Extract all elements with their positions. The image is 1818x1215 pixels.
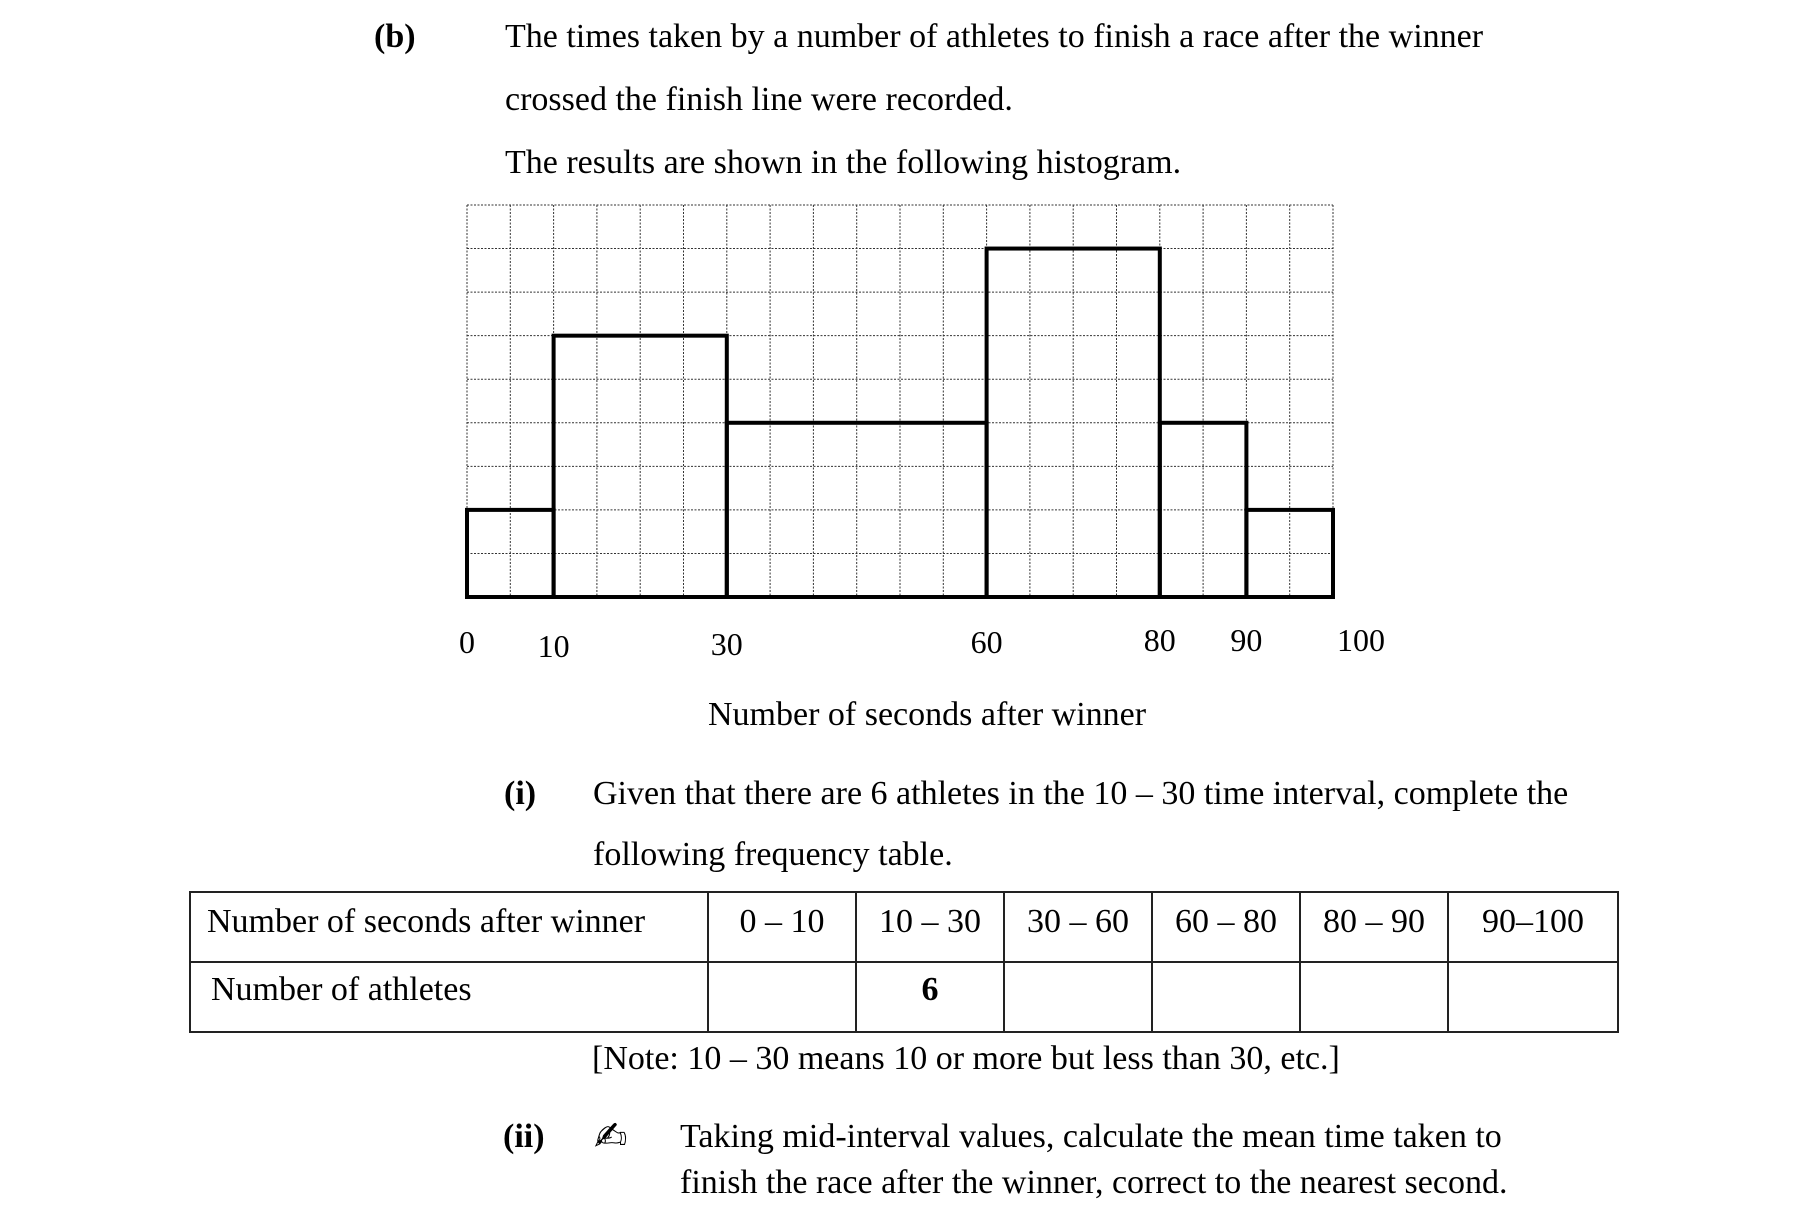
athletes-80-90 [1301,963,1447,971]
answer-cell-80-90[interactable] [1300,962,1448,1032]
table-note: [Note: 10 – 30 means 10 or more but less than 30, etc.] [592,1040,1340,1077]
intro-line-2: crossed the finish line were recorded. [505,81,1013,118]
athletes-10-30: 6 [921,971,939,1008]
interval-cell [1152,892,1300,962]
table-row-athletes [190,962,1618,1032]
x-axis-label: Number of seconds after winner [708,696,1147,733]
histogram-grid [467,205,1333,597]
interval-90-100: 90–100 [1482,903,1584,940]
answer-cell-30-60[interactable] [1004,962,1152,1032]
part-i-line-1: Given that there are 6 athletes in the 10 – 30 time interval, complete the [593,775,1569,812]
interval-60-80: 60 – 80 [1175,903,1277,940]
interval-cell [1300,892,1448,962]
intro-line-1: The times taken by a number of athletes to finish a race after the winner [505,18,1484,55]
x-tick-90: 90 [1230,622,1263,658]
athletes-90-100 [1449,963,1617,971]
answer-cell-90-100[interactable] [1448,962,1618,1032]
row-header-seconds [190,892,708,962]
part-ii-line-1: Taking mid-interval values, calculate the mean time taken to [680,1118,1502,1155]
interval-0-10: 0 – 10 [739,903,825,940]
writing-hand-icon: ✍ [594,1114,628,1160]
athletes-60-80 [1153,963,1299,971]
interval-cell [708,892,856,962]
answer-cell-60-80[interactable] [1152,962,1300,1032]
part-ii-label: (ii) [503,1118,545,1155]
row-header-athletes-text: Number of athletes [211,971,472,1008]
x-tick-60: 60 [970,624,1003,660]
interval-10-30: 10 – 30 [879,903,981,940]
x-tick-10: 10 [537,628,570,664]
given-cell-10-30 [856,962,1004,1032]
x-tick-0: 0 [459,624,475,660]
answer-cell-0-10[interactable] [708,962,856,1032]
interval-80-90: 80 – 90 [1323,903,1425,940]
part-i-label: (i) [504,775,537,812]
x-tick-100: 100 [1337,622,1385,658]
athletes-0-10 [709,963,855,971]
interval-cell [1448,892,1618,962]
x-tick-30: 30 [710,626,743,662]
x-tick-80: 80 [1143,622,1176,658]
interval-cell [1004,892,1152,962]
part-i-line-2: following frequency table. [593,836,953,873]
row-header-athletes [190,962,708,1032]
table-row-intervals [190,892,1618,962]
frequency-table [189,891,1619,1033]
part-ii-line-2: finish the race after the winner, correct to the nearest second. [680,1164,1508,1201]
row-header-seconds-text: Number of seconds after winner [207,903,646,940]
interval-cell [856,892,1004,962]
part-b-label: (b) [374,18,416,55]
interval-30-60: 30 – 60 [1027,903,1129,940]
athletes-30-60 [1005,963,1151,971]
intro-line-3: The results are shown in the following histogram. [505,144,1182,181]
